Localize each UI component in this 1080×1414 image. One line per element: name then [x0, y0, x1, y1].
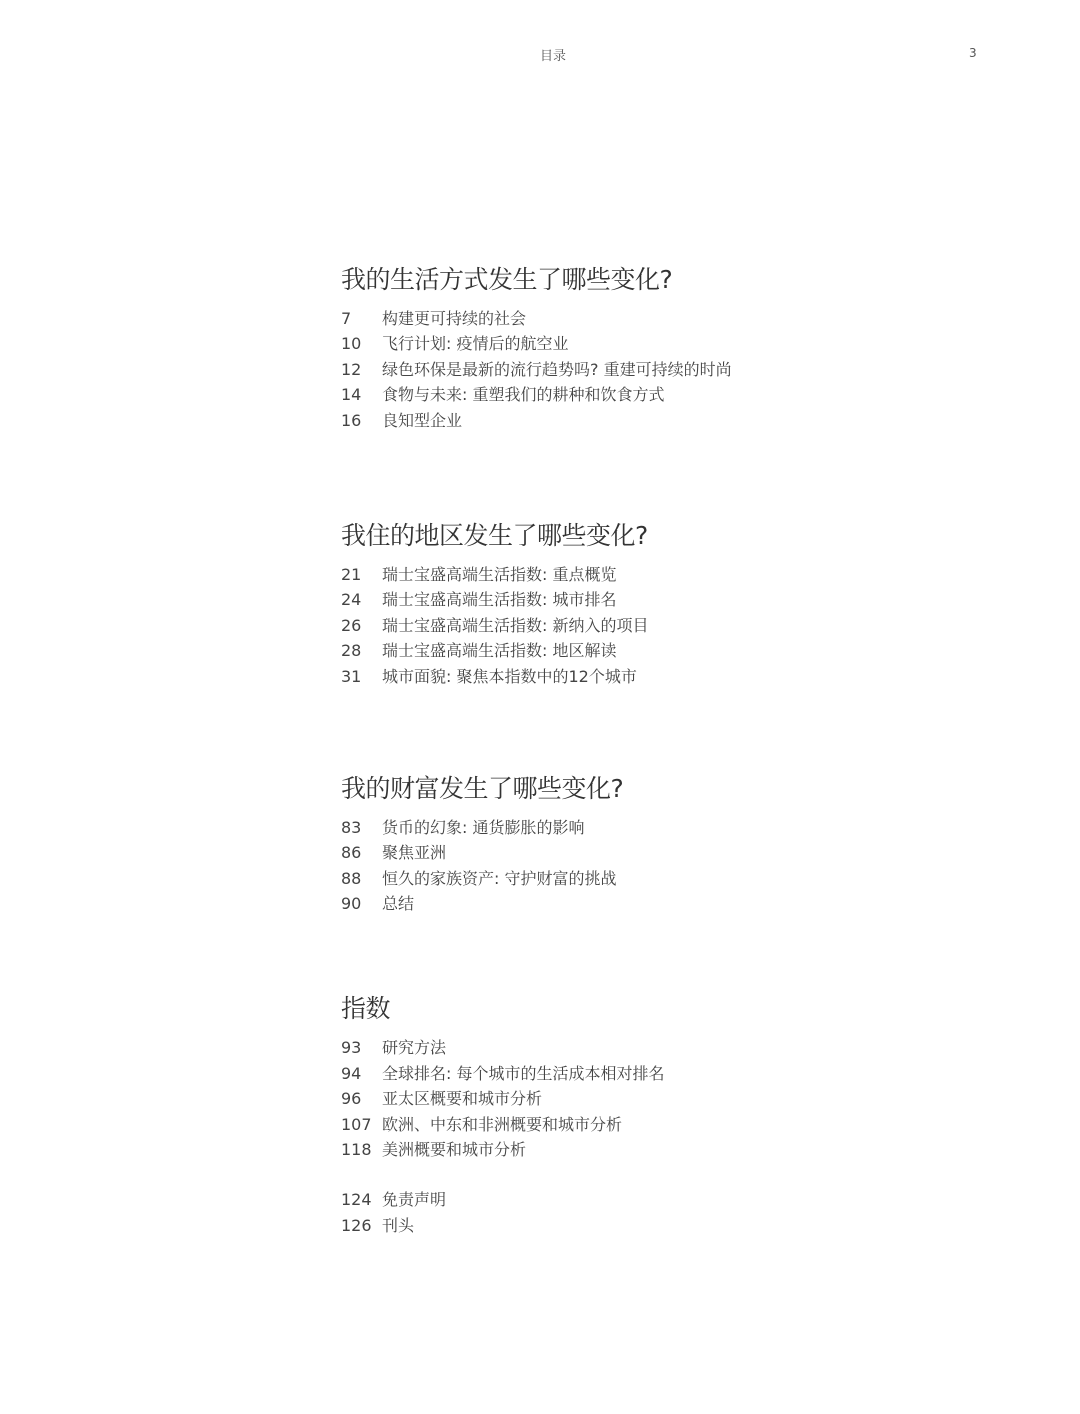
- entry-page-number: 90: [341, 894, 362, 914]
- entry-title: 飞行计划: 疫情后的航空业: [382, 334, 569, 354]
- toc-entry[interactable]: [341, 587, 1041, 612]
- entry-title: 城市面貌: 聚焦本指数中的12个城市: [382, 666, 637, 686]
- section-spacer: [341, 916, 1041, 991]
- toc-entry[interactable]: [341, 891, 1041, 916]
- page-number: 3: [969, 46, 977, 60]
- toc-entry[interactable]: [341, 331, 1041, 356]
- section-heading: 我的财富发生了哪些变化?: [341, 773, 624, 803]
- toc-section-region: [341, 518, 1041, 689]
- entry-page-number: 107: [341, 1114, 372, 1134]
- entry-title: 瑞士宝盛高端生活指数: 重点概览: [382, 564, 617, 584]
- entry-title: 良知型企业: [382, 410, 463, 430]
- toc-entry[interactable]: [341, 815, 1041, 840]
- toc-entry[interactable]: [341, 408, 1041, 433]
- toc-entry[interactable]: [341, 357, 1041, 382]
- entry-title: 研究方法: [382, 1038, 447, 1058]
- entry-page-number: 83: [341, 817, 362, 837]
- entry-page-number: 28: [341, 641, 362, 661]
- entry-spacer: [341, 1162, 1041, 1187]
- entry-title: 聚焦亚洲: [382, 843, 447, 863]
- entry-title: 恒久的家族资产: 守护财富的挑战: [382, 868, 617, 888]
- entry-title: 欧洲、中东和非洲概要和城市分析: [382, 1114, 623, 1134]
- entry-title: 总结: [382, 894, 415, 914]
- toc-entry[interactable]: [341, 664, 1041, 689]
- entry-page-number: 14: [341, 385, 362, 405]
- entry-title: 瑞士宝盛高端生活指数: 城市排名: [382, 590, 617, 610]
- entry-page-number: 26: [341, 615, 362, 635]
- toc-entry[interactable]: [341, 840, 1041, 865]
- toc-entry[interactable]: [341, 382, 1041, 407]
- entry-title: 食物与未来: 重塑我们的耕种和饮食方式: [382, 385, 665, 405]
- entry-title: 瑞士宝盛高端生活指数: 地区解读: [382, 641, 617, 661]
- toc-entry[interactable]: [341, 1213, 1041, 1238]
- entry-title: 刊头: [382, 1215, 415, 1235]
- entry-title: 美洲概要和城市分析: [382, 1140, 527, 1160]
- toc-entry[interactable]: [341, 1061, 1041, 1086]
- toc-entry[interactable]: [341, 1086, 1041, 1111]
- entry-page-number: 126: [341, 1215, 372, 1235]
- toc-entry[interactable]: [341, 306, 1041, 331]
- entry-page-number: 7: [341, 309, 352, 328]
- table-of-contents: [341, 262, 1041, 1238]
- section-heading: 我的生活方式发生了哪些变化?: [341, 265, 673, 294]
- entry-title: 瑞士宝盛高端生活指数: 新纳入的项目: [382, 615, 649, 635]
- toc-entry[interactable]: [341, 1112, 1041, 1137]
- entry-title: 亚太区概要和城市分析: [382, 1089, 543, 1109]
- entry-page-number: 93: [341, 1038, 362, 1058]
- toc-entry[interactable]: [341, 613, 1041, 638]
- toc-entry[interactable]: [341, 1035, 1041, 1060]
- entry-page-number: 86: [341, 843, 362, 863]
- entry-page-number: 24: [341, 590, 362, 610]
- section-heading: 指数: [341, 994, 391, 1024]
- entry-title: 绿色环保是最新的流行趋势吗? 重建可持续的时尚: [382, 359, 732, 379]
- entry-title: 全球排名: 每个城市的生活成本相对排名: [382, 1063, 665, 1083]
- entry-title: 货币的幻象: 通货膨胀的影响: [382, 817, 585, 837]
- toc-entry[interactable]: [341, 1187, 1041, 1212]
- entry-page-number: 94: [341, 1063, 362, 1083]
- section-spacer: [341, 433, 1041, 518]
- entry-page-number: 118: [341, 1140, 372, 1160]
- section-heading: 我住的地区发生了哪些变化?: [341, 520, 648, 550]
- entry-title: 构建更可持续的社会: [382, 309, 527, 328]
- entry-title: 免责声明: [382, 1190, 447, 1210]
- page-header-title: 目录: [539, 49, 566, 64]
- entry-page-number: 31: [341, 666, 362, 686]
- section-spacer: [341, 689, 1041, 771]
- toc-section-index: [341, 991, 1041, 1238]
- entry-page-number: 10: [341, 334, 362, 354]
- toc-entry[interactable]: [341, 1137, 1041, 1162]
- toc-section-lifestyle: [341, 262, 1041, 433]
- toc-entry[interactable]: [341, 562, 1041, 587]
- entry-page-number: 21: [341, 564, 362, 584]
- entry-page-number: 96: [341, 1089, 362, 1109]
- entry-page-number: 16: [341, 410, 362, 430]
- toc-entry[interactable]: [341, 866, 1041, 891]
- toc-section-wealth: [341, 771, 1041, 917]
- toc-entry[interactable]: [341, 638, 1041, 663]
- entry-page-number: 124: [341, 1190, 372, 1210]
- entry-page-number: 88: [341, 868, 362, 888]
- entry-page-number: 12: [341, 359, 362, 379]
